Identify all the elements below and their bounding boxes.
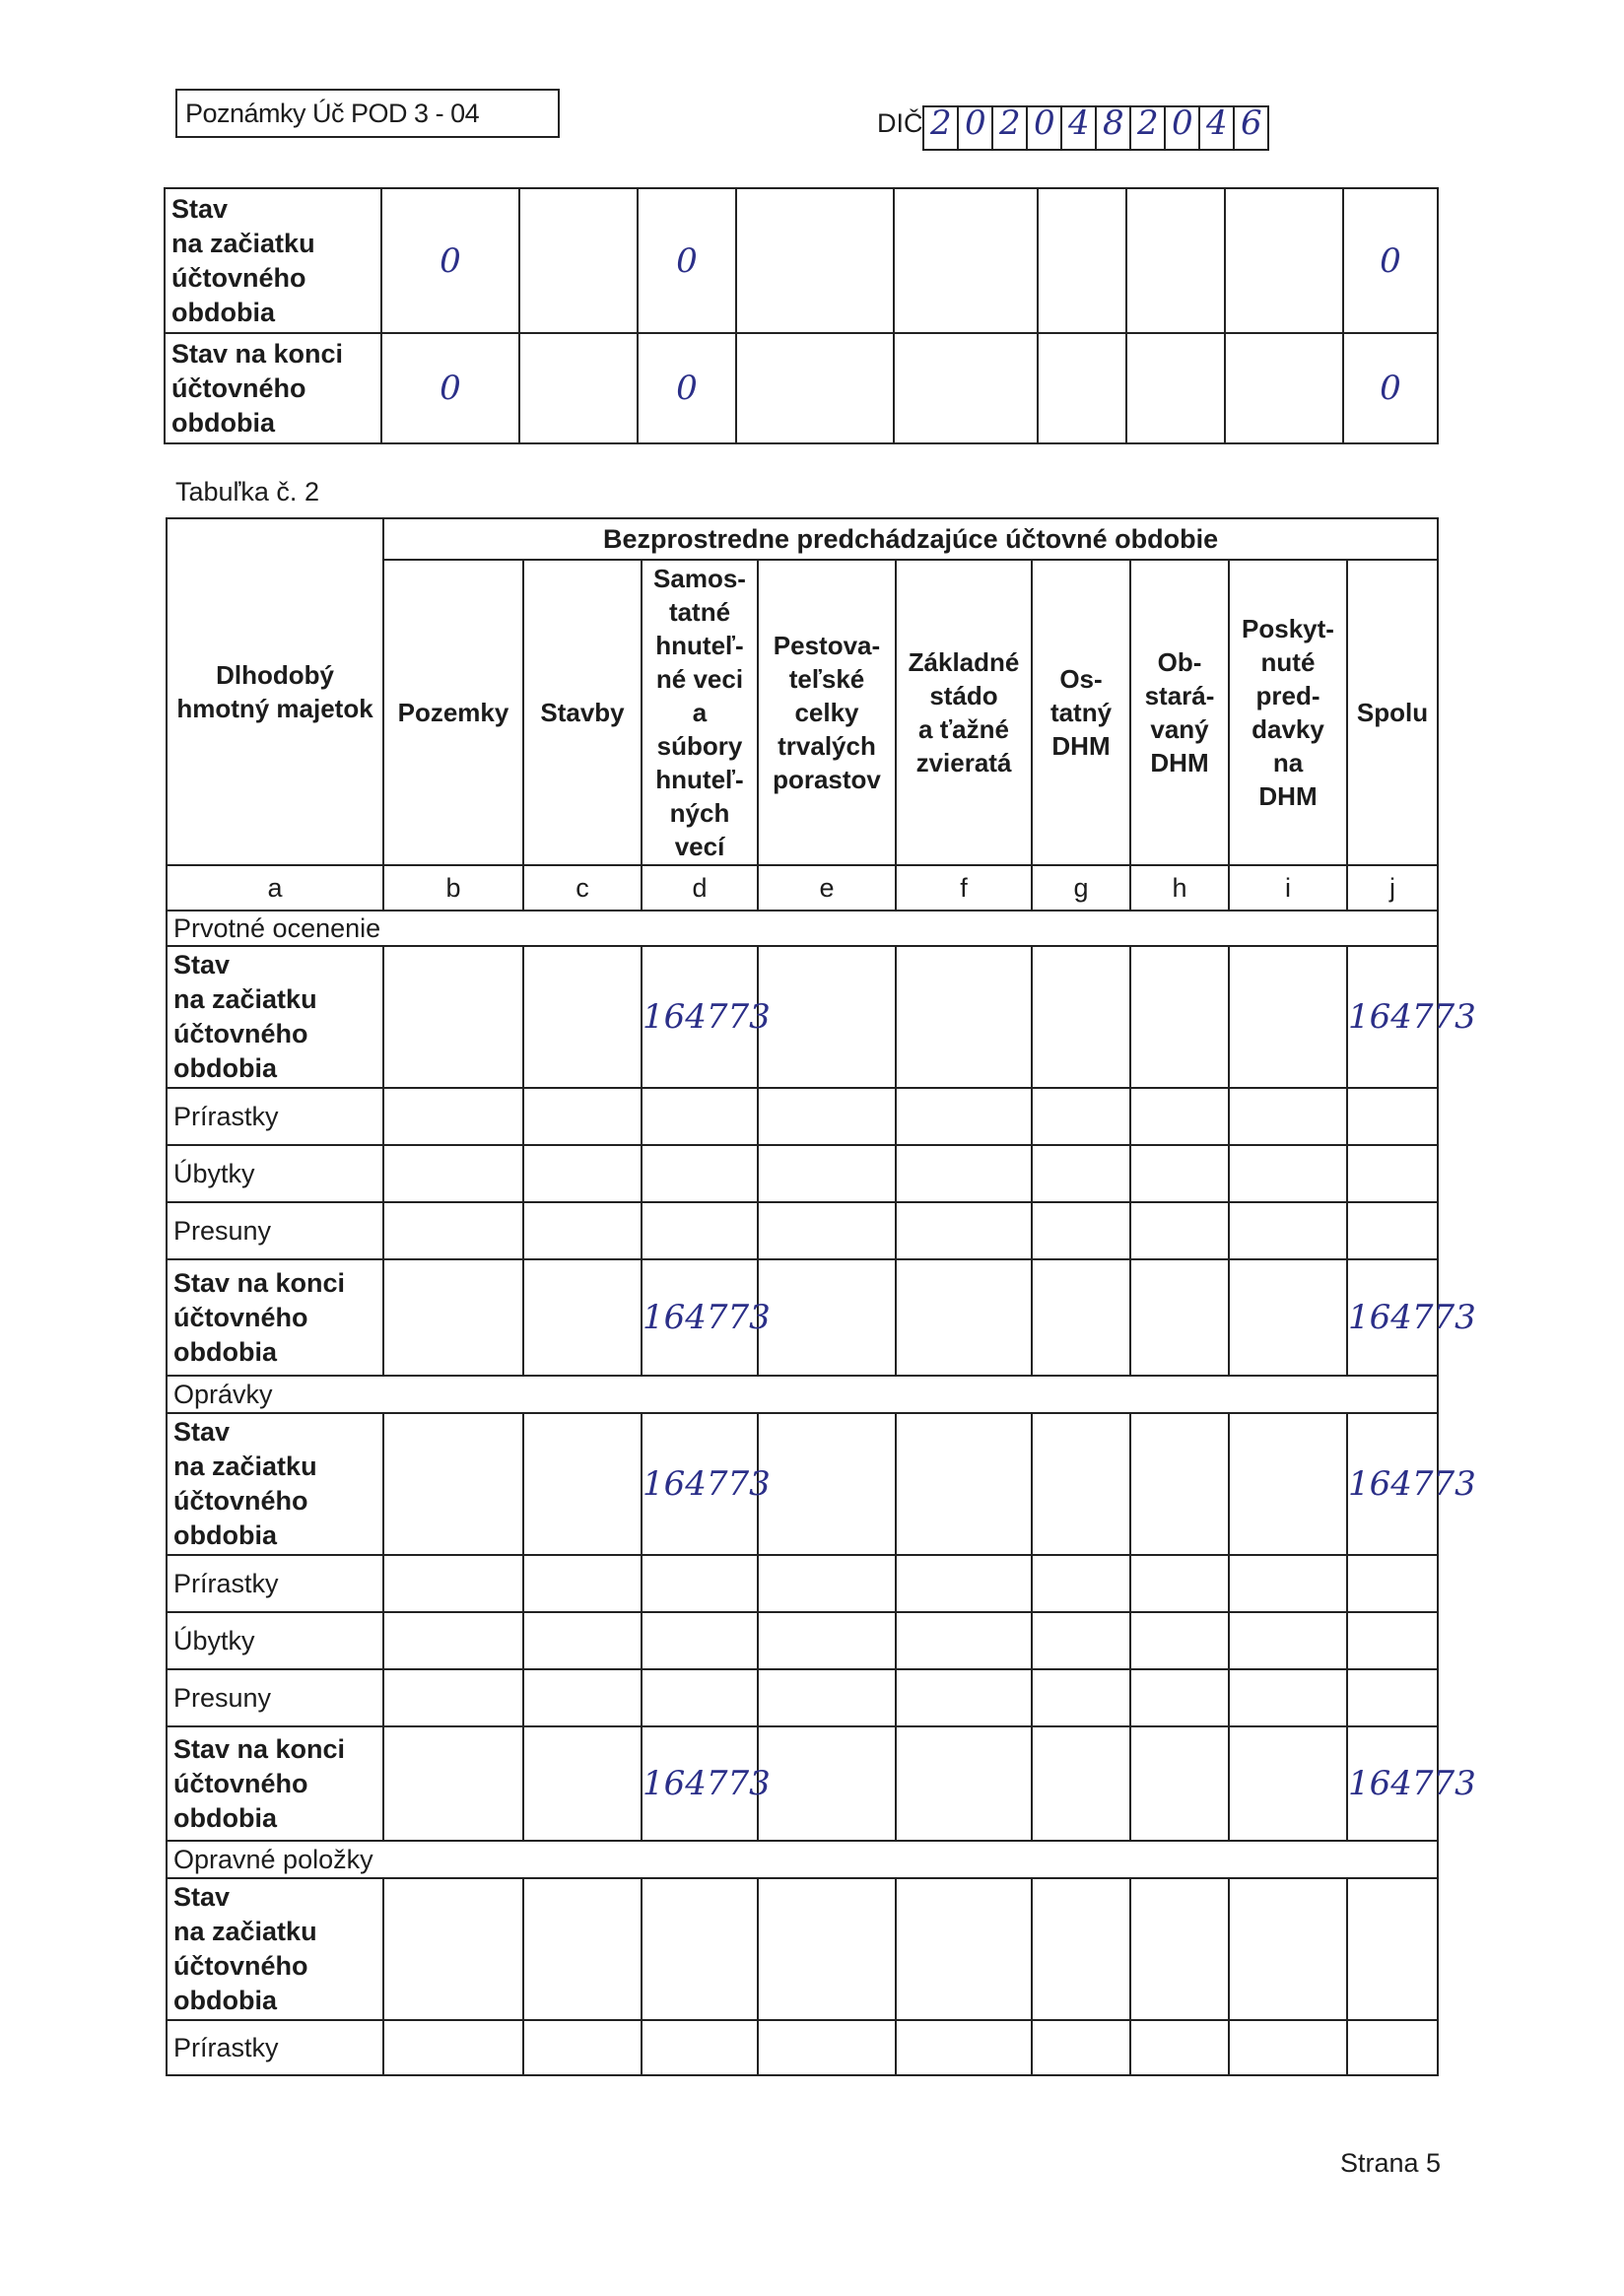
page-number: Strana 5	[1340, 2148, 1442, 2178]
value-cell-h	[1130, 946, 1229, 1088]
col-header-i: Poskyt- nuté pred- davky na DHM	[1229, 560, 1347, 865]
dic-digit: 0	[1172, 103, 1193, 143]
col-letter: c	[523, 865, 642, 911]
value-cell-j: 0	[1343, 333, 1438, 443]
value-cell-b: 0	[381, 188, 519, 333]
top-continuation-table	[164, 187, 1439, 444]
col-header-h: Ob- stará- vaný DHM	[1130, 560, 1229, 865]
col-letter: e	[758, 865, 896, 911]
dic-digit-box	[959, 103, 993, 149]
col-letter: g	[1032, 865, 1130, 911]
value-cell-f	[896, 946, 1032, 1088]
value-cell-e	[736, 188, 894, 333]
section-title-row	[167, 1841, 1438, 1878]
value-cell-d: 164773	[642, 1413, 758, 1555]
dic-digit-box	[924, 103, 959, 149]
value-cell-i	[1225, 188, 1343, 333]
dic-digit: 2	[1137, 103, 1159, 143]
value-cell-g	[1038, 188, 1126, 333]
table-row	[167, 1088, 1438, 1145]
section-title: Prvotné ocenenie	[167, 911, 1438, 946]
value-cell-d: 164773	[642, 946, 758, 1088]
table-row	[165, 188, 1438, 333]
value-cell-j: 164773	[1347, 1259, 1438, 1376]
dic-digit: 4	[1068, 103, 1090, 143]
col-header-b: Pozemky	[383, 560, 523, 865]
value-cell-j: 164773	[1347, 1413, 1438, 1555]
table-row	[167, 1669, 1438, 1726]
table-caption: Tabuľka č. 2	[175, 477, 319, 506]
dic-digit: 2	[930, 103, 952, 143]
row-label: Stav na začiatku účtovného obdobia	[167, 946, 383, 1088]
row-label: Stav na začiatku účtovného obdobia	[167, 1878, 383, 2020]
asset-table	[166, 517, 1476, 2076]
value-cell-g	[1032, 946, 1130, 1088]
row-label: Stav na konci účtovného obdobia	[167, 1726, 383, 1841]
dic-digit-box	[1131, 103, 1166, 149]
section-title-row	[167, 1376, 1438, 1413]
row-label: Presuny	[167, 1669, 383, 1726]
row-label: Úbytky	[167, 1612, 383, 1669]
value-cell-c	[519, 188, 638, 333]
header-row	[167, 518, 1438, 560]
value-cell-d: 0	[638, 188, 736, 333]
table-row	[167, 1878, 1438, 2020]
value-cell-h	[1126, 188, 1225, 333]
row-label: Stav na začiatku účtovného obdobia	[165, 188, 381, 333]
section-title-row	[167, 911, 1438, 946]
section-title: Opravné položky	[167, 1841, 1438, 1878]
dic-digit: 8	[1103, 103, 1124, 143]
row-label: Prírastky	[167, 2020, 383, 2075]
group-header: Bezprostredne predchádzajúce účtovné obdobie	[383, 518, 1438, 560]
value-cell-i	[1225, 333, 1343, 443]
row-label: Prírastky	[167, 1555, 383, 1612]
dic-digit: 4	[1206, 103, 1228, 143]
table-row	[167, 1145, 1438, 1202]
value-cell-b: 0	[381, 333, 519, 443]
col-letter: d	[642, 865, 758, 911]
dic-digit: 6	[1241, 103, 1262, 143]
value-cell-c	[523, 946, 642, 1088]
row-label: Stav na konci účtovného obdobia	[167, 1259, 383, 1376]
col-letter: f	[896, 865, 1032, 911]
col-header-c: Stavby	[523, 560, 642, 865]
row-label: Stav na začiatku účtovného obdobia	[167, 1413, 383, 1555]
col-letter: h	[1130, 865, 1229, 911]
table-row	[167, 1555, 1438, 1612]
value-cell-d: 0	[638, 333, 736, 443]
row-label: Presuny	[167, 1202, 383, 1259]
col-letter: j	[1347, 865, 1438, 911]
value-cell-g	[1038, 333, 1126, 443]
dic-label: DIČ	[877, 108, 923, 138]
col-letter: b	[383, 865, 523, 911]
value-cell-j: 164773	[1347, 946, 1438, 1088]
dic-digit-box	[1166, 103, 1200, 149]
value-cell-d: 164773	[642, 1726, 758, 1841]
value-cell-i	[1229, 946, 1347, 1088]
table-row	[167, 1413, 1438, 1555]
dic-digit-box	[1200, 103, 1235, 149]
row-label: Prírastky	[167, 1088, 383, 1145]
form-title: Poznámky Úč POD 3 - 04	[185, 99, 480, 128]
dic-digit: 0	[965, 103, 986, 143]
table-row	[167, 2020, 1438, 2075]
dic-digit-box	[1235, 103, 1267, 149]
dic-digit: 0	[1034, 103, 1055, 143]
value-cell-j: 0	[1343, 188, 1438, 333]
dic-digit-box	[993, 103, 1028, 149]
letter-row	[167, 865, 1438, 911]
value-cell-f	[894, 333, 1038, 443]
table-row	[167, 1202, 1438, 1259]
dic-digit-box	[1097, 103, 1131, 149]
value-cell-j: 164773	[1347, 1726, 1438, 1841]
row-label: Stav na konci účtovného obdobia	[165, 333, 381, 443]
table-row	[167, 1259, 1438, 1376]
dic-digit-boxes	[922, 105, 1269, 151]
col-letter: a	[167, 865, 383, 911]
table-row	[167, 946, 1438, 1088]
value-cell-f	[894, 188, 1038, 333]
value-cell-c	[519, 333, 638, 443]
dic-digit-box	[1028, 103, 1062, 149]
value-cell-e	[758, 946, 896, 1088]
table-row	[167, 1726, 1438, 1841]
table-row	[167, 1612, 1438, 1669]
section-title: Oprávky	[167, 1376, 1438, 1413]
dic-digit-box	[1062, 103, 1097, 149]
value-cell-h	[1126, 333, 1225, 443]
col-header-f: Základné stádo a ťažné zvieratá	[896, 560, 1032, 865]
dic-digit: 2	[999, 103, 1021, 143]
col-header-j: Spolu	[1347, 560, 1438, 865]
table-row	[165, 333, 1438, 443]
value-cell-b	[383, 946, 523, 1088]
col-header-g: Os- tatný DHM	[1032, 560, 1130, 865]
value-cell-d: 164773	[642, 1259, 758, 1376]
col-header-d: Samos- tatné hnuteľ- né veci a súbory hnuteľ- ných vecí	[642, 560, 758, 865]
row-label: Úbytky	[167, 1145, 383, 1202]
col-letter: i	[1229, 865, 1347, 911]
col-header-e: Pestova- teľské celky trvalých porastov	[758, 560, 896, 865]
value-cell-e	[736, 333, 894, 443]
col-header-a: Dlhodobý hmotný majetok	[167, 518, 383, 865]
